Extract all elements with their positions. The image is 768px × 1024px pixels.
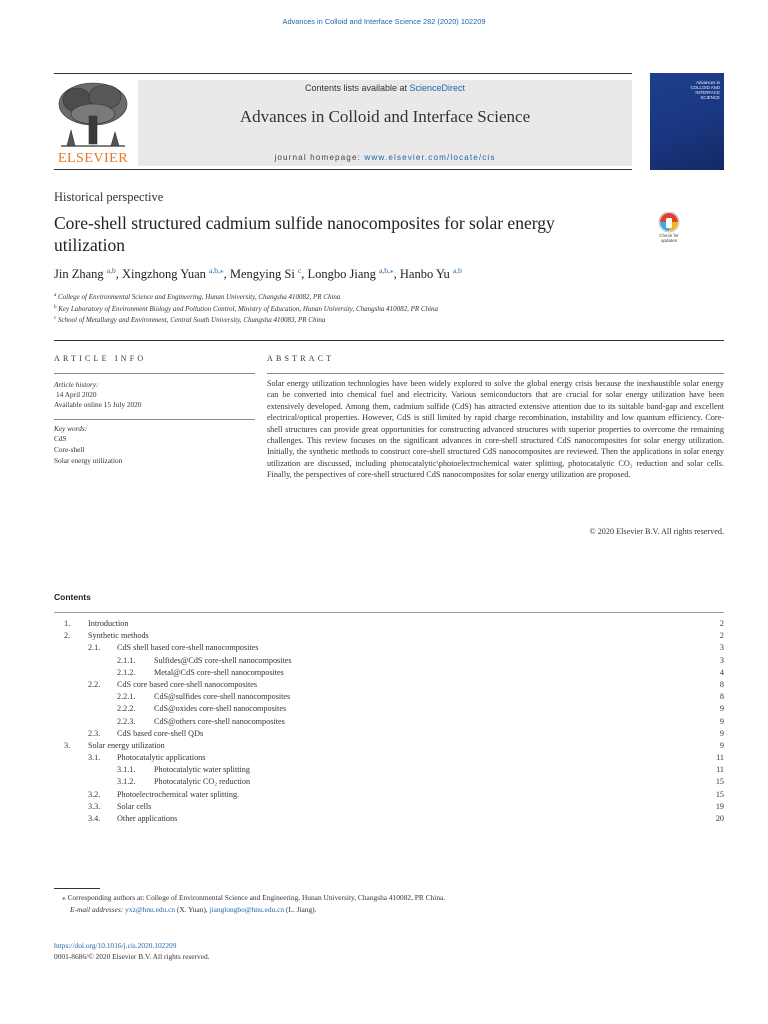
toc-title-text: CdS@sulfides core-shell nanocomposites: [154, 692, 293, 701]
abstract-copyright: © 2020 Elsevier B.V. All rights reserved.: [589, 527, 724, 536]
affiliation-mark: b: [54, 305, 57, 310]
email-addresses: [70, 905, 316, 914]
toc-title[interactable]: [154, 655, 706, 667]
author-affil-mark[interactable]: a,b: [106, 266, 116, 275]
article-info-heading: ARTICLE INFO: [54, 354, 147, 363]
toc-title-text: Sulfides@CdS core-shell nanocomposites: [154, 656, 295, 665]
toc-number: 2.2.3.: [117, 716, 136, 726]
toc-page-number: 15: [715, 777, 724, 787]
affiliation-b: [54, 305, 438, 313]
toc-entry[interactable]: [54, 752, 724, 764]
author-name[interactable]: Xingzhong Yuan: [122, 267, 206, 281]
toc-number: 3.: [64, 740, 71, 750]
contents-rule: [54, 612, 724, 613]
toc-title[interactable]: [154, 776, 706, 788]
toc-page-number: 3: [719, 655, 724, 665]
sciencedirect-link[interactable]: ScienceDirect: [409, 83, 466, 93]
toc-number: 3.2.: [88, 789, 101, 799]
keyword: CdS: [54, 434, 67, 443]
history-received: 14 April 2020: [56, 390, 97, 399]
toc-entry[interactable]: [54, 776, 724, 788]
toc-title-text: Solar energy utilization: [88, 741, 168, 750]
journal-cover-text: Advances in COLLOID AND INTERFACE SCIENCE: [690, 80, 720, 100]
toc-page-number: 9: [719, 704, 724, 714]
toc-number: 3.3.: [88, 801, 101, 811]
author-affil-mark[interactable]: c: [297, 266, 302, 275]
toc-title-text: Solar cells: [117, 802, 154, 811]
header-top-rule: [54, 73, 632, 74]
keyword: Solar energy utilization: [54, 456, 123, 465]
toc-title-text: Photocatalytic water splitting: [154, 765, 253, 774]
toc-page-number: 15: [715, 789, 724, 799]
abstract-body: Solar energy utilization technologies have been widely explored to solve the global energy crisis because the inexhaustible solar energy can be converted into chemical fuel and electricity. Various semiconductors that are crucial for solar energy utilization have been extensively developed. Among them, cadmium sulfide (CdS) has attracted extensive attention due to its suitable band-gap and excellent electrical/optical properties. However, CdS is still limited by rapid charge recombination, instability and low quantum efficiency. Core-shell structures can provide great opportunities for constructing advanced structures with superior properties to overcome the remaining challenges. This review focuses on the significant advances in core-shell structured CdS nanocomposites for solar energy utilization. Initially, the synthetic methods to construct core-shell structured CdS nanocomposites are reviewed. Then the applications in solar energy utilization are discussed, including photocatalytic\photoelectrochemical water splitting, photocatalytic CO₂ reduction and solar cells. Finally, the perspectives of core-shell structured CdS nanocomposites for solar energy utilization are proposed.: [267, 379, 724, 480]
toc-number: 2.2.1.: [117, 692, 136, 702]
toc-number: 3.1.: [88, 753, 101, 763]
homepage-label: journal homepage:: [274, 153, 365, 162]
toc-entry[interactable]: [54, 716, 724, 728]
toc-number: 2.3.: [88, 728, 101, 738]
toc-page-number: 4: [719, 667, 724, 677]
contents-available-line: [138, 83, 632, 93]
email-owner: (X. Yuan),: [175, 905, 210, 914]
toc-title[interactable]: [154, 691, 706, 703]
toc-number: 1.: [64, 619, 71, 628]
author-name[interactable]: Jin Zhang: [54, 267, 104, 281]
affiliation-c: [54, 316, 325, 324]
affiliation-text: Key Laboratory of Environment Biology and Pollution Control, Ministry of Education, Hunan University, Changsha 410082, PR China: [58, 305, 439, 313]
toc-title[interactable]: [154, 667, 706, 679]
toc-title-text: Photocatalytic CO₂ reduction: [154, 777, 253, 786]
toc-title-text: Other applications: [117, 814, 180, 823]
author-separator: ,: [223, 267, 230, 281]
crossmark-label-line1: Check for: [659, 233, 679, 238]
toc-entry[interactable]: [54, 801, 724, 813]
toc-title-text: CdS@oxides core-shell nanocomposites: [154, 704, 289, 713]
toc-title-text: CdS based core-shell QDs: [117, 729, 206, 738]
toc-title[interactable]: [117, 813, 706, 825]
toc-number: 2.2.2.: [117, 704, 136, 714]
author-list: [54, 266, 462, 282]
toc-title-text: Photoelectrochemical water splitting.: [117, 790, 242, 799]
toc-title-text: Introduction: [88, 619, 131, 628]
author-separator: ,: [115, 267, 122, 281]
toc-title[interactable]: [88, 630, 706, 642]
toc-title[interactable]: [117, 789, 706, 801]
section-divider: [54, 340, 724, 341]
abstract-rule: [267, 373, 724, 374]
affiliation-text: College of Environmental Science and Engineering, Hunan University, Changsha 410082, PR China: [57, 293, 341, 301]
check-for-updates-label: [648, 233, 690, 243]
article-title: Core-shell structured cadmium sulfide nanocomposites for solar energy utilization: [54, 213, 555, 255]
history-label: Article history:: [54, 380, 99, 389]
toc-entry[interactable]: [54, 764, 724, 776]
contents-heading: Contents: [54, 592, 91, 602]
crossmark-icon: [648, 210, 690, 234]
toc-title[interactable]: [154, 764, 706, 776]
toc-title-text: Photocatalytic applications: [117, 753, 208, 762]
author-affil-mark[interactable]: a,b: [452, 266, 462, 275]
toc-entry[interactable]: [54, 813, 724, 825]
keywords-rule: [54, 419, 255, 420]
journal-homepage: [138, 153, 632, 162]
toc-page-number: 2: [719, 631, 724, 641]
toc-number: 3.1.1.: [117, 765, 136, 775]
toc-entry[interactable]: [54, 667, 724, 679]
toc-number: 2.: [64, 631, 71, 641]
keywords-label: Key words:: [54, 424, 88, 433]
toc-title[interactable]: [117, 752, 706, 764]
toc-entry[interactable]: [54, 642, 724, 654]
toc-page-number: 9: [719, 728, 724, 738]
toc-entry[interactable]: [54, 655, 724, 667]
toc-title-text: Metal@CdS core-shell nanocomposites: [154, 668, 287, 677]
toc-entry[interactable]: [54, 618, 724, 630]
toc-title-text: Synthetic methods: [88, 631, 152, 640]
journal-title: Advances in Colloid and Interface Science: [239, 107, 531, 126]
corresponding-text: Corresponding authors at: College of Environmental Science and Engineering, Hunan University, Changsha 410082, PR China.: [67, 893, 446, 902]
toc-number: 3.1.2.: [117, 777, 136, 787]
toc-title[interactable]: [117, 679, 706, 691]
toc-entry[interactable]: [54, 630, 724, 642]
toc-title-text: CdS core based core-shell nanocomposites: [117, 680, 260, 689]
footnote-rule: [54, 888, 100, 889]
author-name[interactable]: Hanbo Yu: [399, 267, 450, 281]
toc-page-number: 19: [715, 801, 724, 811]
toc-page-number: 3: [719, 643, 724, 653]
table-of-contents: [54, 618, 724, 825]
contents-prefix: Contents lists available at: [304, 83, 410, 93]
issn-copyright: 0001-8686/© 2020 Elsevier B.V. All rights reserved.: [54, 952, 210, 961]
toc-title[interactable]: [88, 618, 706, 630]
toc-page-number: 2: [719, 619, 724, 628]
email-label: E-mail addresses:: [70, 905, 124, 914]
homepage-link[interactable]: www.elsevier.com/locate/cis: [364, 153, 496, 162]
toc-title[interactable]: [117, 801, 706, 813]
toc-title[interactable]: [88, 740, 706, 752]
toc-entry[interactable]: [54, 728, 724, 740]
affiliation-mark: c: [54, 316, 57, 321]
toc-number: 2.2.: [88, 679, 101, 689]
journal-citation[interactable]: Advances in Colloid and Interface Science 282 (2020) 102209: [282, 17, 486, 26]
author-separator: ,: [393, 267, 400, 281]
toc-title[interactable]: [154, 716, 706, 728]
toc-title[interactable]: [154, 703, 706, 715]
author-name[interactable]: Longbo Jiang: [307, 267, 376, 281]
affiliation-a: [54, 293, 340, 301]
author-affil-mark[interactable]: a,b,⁎: [209, 266, 224, 275]
author-separator: ,: [301, 267, 308, 281]
toc-number: 2.1.: [88, 643, 101, 653]
affiliation-mark: a: [54, 293, 57, 298]
toc-page-number: 8: [719, 692, 724, 702]
author-affil-mark[interactable]: a,b,⁎: [379, 266, 394, 275]
toc-number: 3.4.: [88, 814, 101, 823]
toc-number: 2.1.1.: [117, 655, 136, 665]
email-link-jiang[interactable]: jianglongbo@hnu.edu.cn: [209, 905, 285, 914]
toc-page-number: 11: [716, 765, 724, 775]
toc-page-number: 11: [716, 753, 724, 763]
toc-entry[interactable]: [54, 740, 724, 752]
header-bottom-rule: [54, 169, 632, 170]
history-online: Available online 15 July 2020: [54, 400, 142, 409]
corresponding-author-note: [62, 893, 445, 902]
affiliation-text: School of Metallurgy and Environment, Central South University, Changsha 410083, PR China: [57, 316, 326, 324]
toc-number: 2.1.2.: [117, 667, 136, 677]
crossmark-label-line2: updates: [660, 238, 678, 243]
article-info-rule: [54, 373, 255, 374]
article-type: Historical perspective: [54, 190, 164, 204]
elsevier-wordmark: ELSEVIER: [57, 151, 129, 166]
toc-page-number: 9: [719, 716, 724, 726]
toc-page-number: 8: [719, 679, 724, 689]
toc-entry[interactable]: [54, 789, 724, 801]
abstract-heading: ABSTRACT: [267, 354, 335, 363]
toc-title-text: CdS shell based core-shell nanocomposites: [117, 643, 261, 652]
toc-page-number: 20: [715, 814, 724, 823]
keyword: Core-shell: [54, 445, 85, 454]
email-owner: (L. Jiang).: [284, 905, 317, 914]
toc-entry[interactable]: [54, 703, 724, 715]
doi-link[interactable]: https://doi.org/10.1016/j.cis.2020.102209: [54, 941, 177, 950]
toc-title[interactable]: [117, 728, 706, 740]
author-name[interactable]: Mengying Si: [229, 267, 295, 281]
toc-page-number: 9: [719, 740, 724, 750]
toc-title[interactable]: [117, 642, 706, 654]
toc-title-text: CdS@others core-shell nanocomposites: [154, 717, 288, 726]
email-link-yuan[interactable]: yxz@hnu.edu.cn: [125, 905, 176, 914]
footnote-mark: ⁎: [62, 893, 66, 902]
toc-entry[interactable]: [54, 679, 724, 691]
toc-entry[interactable]: [54, 691, 724, 703]
